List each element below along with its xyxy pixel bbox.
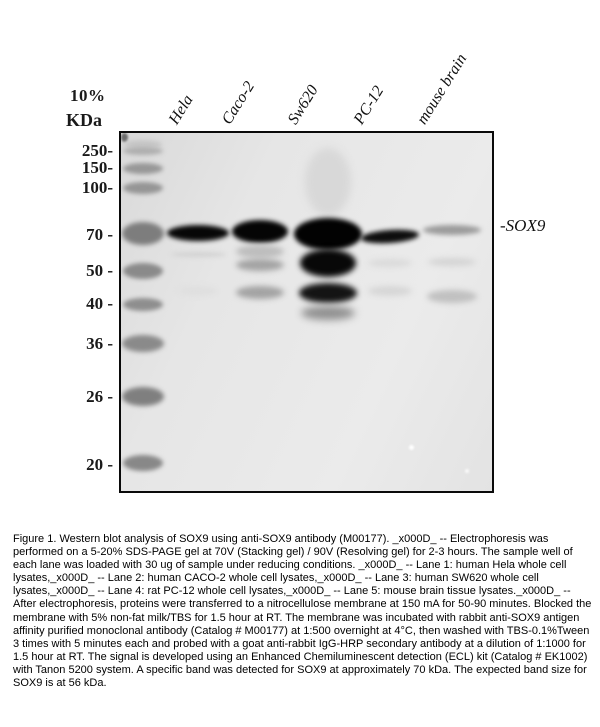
lane-label-text: mouse brain (413, 50, 471, 128)
band-caco2-main (232, 220, 288, 243)
lane-label-text: PC-12 (350, 83, 388, 128)
band-sw620-upper-smear (305, 148, 351, 216)
marker-label-36: 36 - (86, 334, 113, 353)
band-pc12-faint1 (368, 259, 412, 267)
lane-label-text: Hela (165, 92, 197, 128)
lane-label-text: Sw620 (284, 82, 322, 128)
ladder-band-26 (122, 387, 164, 406)
band-pc12-faint2 (368, 286, 412, 296)
lane-label-text: Caco-2 (218, 78, 259, 128)
band-sw620-sub (299, 283, 357, 303)
ladder-band-40 (123, 298, 163, 311)
band-mousebrain-sub (427, 290, 477, 303)
ladder-band-50 (123, 263, 163, 279)
band-hela-faint (171, 252, 226, 257)
marker-label-20: 20 - (86, 455, 113, 474)
band-sw620-mid (300, 249, 356, 277)
marker-label-250: 250- (81, 141, 113, 160)
band-mousebrain-main (423, 225, 481, 235)
marker-label-50: 50 - (86, 261, 113, 280)
marker-label-100: 100- (81, 178, 113, 197)
gel-blot (119, 131, 494, 493)
gel-white-speck (409, 445, 414, 450)
ladder-band-100 (123, 182, 163, 194)
band-mousebrain-faint (428, 258, 476, 266)
band-hela-main (167, 225, 229, 241)
kda-unit-label: KDa (66, 110, 102, 130)
band-pc12-main (361, 227, 420, 244)
band-hela-faint2 (178, 287, 218, 295)
marker-label-40: 40 - (86, 294, 113, 313)
band-sw620-fade (301, 306, 355, 320)
band-caco2-sub2 (236, 286, 284, 299)
marker-label-26: 26 - (86, 387, 113, 406)
band-sw620-main (294, 218, 362, 250)
marker-label-150: 150- (81, 158, 113, 177)
marker-label-70: 70 - (86, 225, 113, 244)
gel-corner-artifact (121, 133, 128, 142)
figure-caption: Figure 1. Western blot analysis of SOX9 using anti-SOX9 antibody (M00177). _x000D_ -- Electrophoresis was performed on a 5-20% SDS-PAGE gel at 70V (Stacking gel) / 90V (Resolving gel) for 2-3 hours. The sample well of each lane was loaded with 30 ug of sample under reducing conditions. _x000D_ -- Lane 1: human Hela whole cell lysates,_x000D_ -- Lane 2: human CACO-2 whole cell lysates,_x000D_ -- Lane 3: human SW620 whole cell lysates,_x000D_ -- Lane 4: rat PC-12 whole cell lysates,_x000D_ -- Lane 5: mouse brain tissue lysates._x000D_ -- After electrophoresis, proteins were transferred to a nitrocellulose membrane at 150 mA for 50-90 minutes. Blocked the membrane with 5% non-fat milk/TBS for 1.5 hour at RT. The membrane was incubated with rabbit anti-SOX9 antigen affinity purified monoclonal antibody (Catalog # M00177) at 1:500 overnight at 4°C, then washed with TBS-0.1%Tween 3 times with 5 minutes each and probed with a goat anti-rabbit IgG-HRP secondary antibody at a dilution of 1:1000 for 1.5 hour at RT. The signal is developed using an Enhanced Chemiluminescent detection (ECL) kit (Catalog # EK1002) with Tanon 5200 system. A specific band was detected for SOX9 at approximately 70 kDa. The expected band size for SOX9 is at 56 kDa. (13, 533, 592, 690)
gel-white-speck (465, 469, 469, 473)
gel-percentage-label: 10% (70, 86, 106, 105)
band-caco2-smear (236, 245, 284, 258)
sox9-band-annotation: -SOX9 (500, 216, 546, 235)
ladder-band-20 (123, 455, 163, 471)
band-caco2-sub1 (236, 259, 284, 271)
ladder-band-150 (123, 163, 163, 174)
ladder-band-250 (123, 147, 163, 155)
ladder-band-70 (122, 222, 164, 245)
ladder-band-36 (122, 335, 164, 352)
